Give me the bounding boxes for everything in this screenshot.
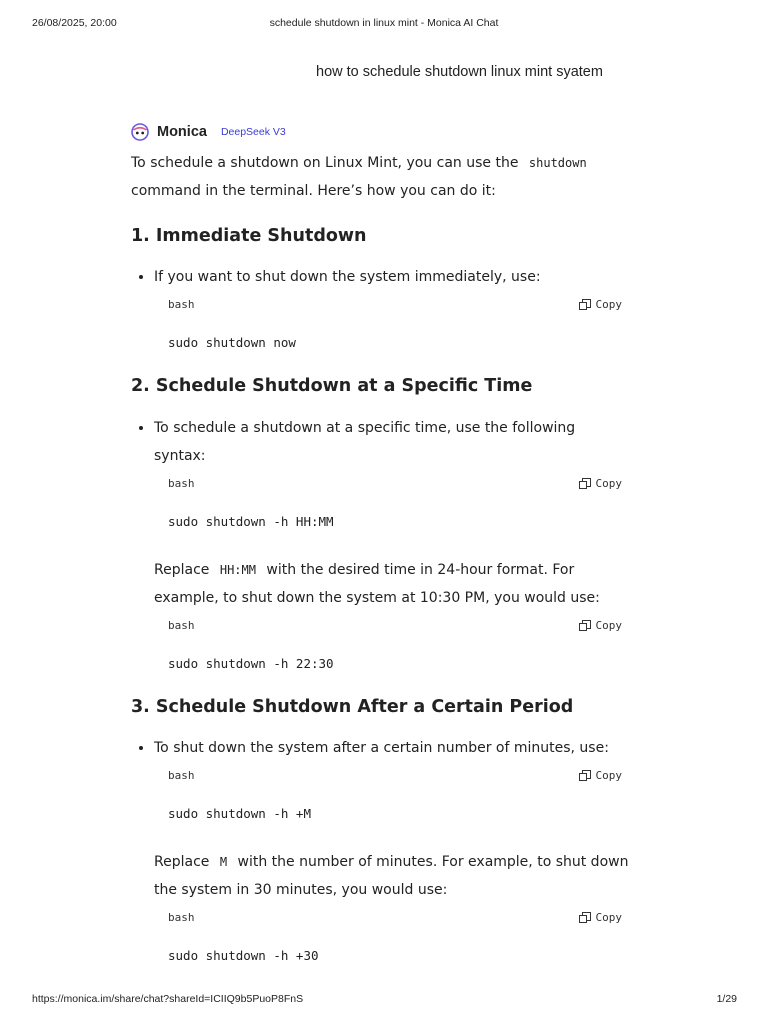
copy-icon <box>579 299 591 311</box>
explanation-text: Replace <box>154 854 210 870</box>
list-item <box>154 414 631 672</box>
code-content: sudo shutdown -h +30 <box>168 948 319 963</box>
intro-text: To schedule a shutdown on Linux Mint, you can use the <box>131 155 519 171</box>
explanation-text: with the desired time in 24-hour format. For example, to shut down the system at 10:30 PM, you would use: <box>154 562 600 606</box>
code-content: sudo shutdown -h +M <box>168 806 311 821</box>
copy-label: Copy <box>595 769 622 782</box>
explanation-paragraph <box>154 556 631 612</box>
explanation-paragraph <box>154 848 631 904</box>
explanation-text: Replace <box>154 562 210 578</box>
code-block-header <box>168 908 622 928</box>
bullet-text: If you want to shut down the system immediately, use: <box>154 269 541 285</box>
page-number: 1/29 <box>716 993 737 1005</box>
inline-code: shutdown <box>528 156 587 170</box>
section-heading: 2. Schedule Shutdown at a Specific Time <box>131 376 533 396</box>
code-block <box>168 474 622 530</box>
code-content: sudo shutdown -h 22:30 <box>168 656 334 671</box>
copy-label: Copy <box>595 298 622 311</box>
assistant-answer <box>131 118 631 964</box>
code-language: bash <box>168 911 195 924</box>
assistant-name: Monica <box>157 124 207 140</box>
bullet-text: To shut down the system after a certain number of minutes, use: <box>154 740 609 756</box>
list-item <box>154 734 631 964</box>
copy-label: Copy <box>595 911 622 924</box>
print-page-title: schedule shutdown in linux mint - Monica AI Chat <box>269 17 499 29</box>
copy-icon <box>579 770 591 782</box>
code-block <box>168 766 622 822</box>
code-block <box>168 295 622 351</box>
user-question: how to schedule shutdown linux mint syatem <box>316 64 603 80</box>
section-heading: 1. Immediate Shutdown <box>131 226 367 246</box>
inline-code: M <box>219 855 228 869</box>
monica-face-icon <box>131 123 149 141</box>
copy-icon <box>579 912 591 924</box>
code-language: bash <box>168 619 195 632</box>
copy-button[interactable] <box>579 470 623 498</box>
code-block <box>168 616 622 672</box>
inline-code: HH:MM <box>219 563 256 577</box>
list-item <box>154 263 631 351</box>
code-block-header <box>168 295 622 315</box>
bullet-text: To schedule a shutdown at a specific time, use the following syntax: <box>154 420 576 464</box>
bullet-list <box>131 414 631 672</box>
code-block <box>168 908 622 964</box>
copy-icon <box>579 478 591 490</box>
code-language: bash <box>168 298 195 311</box>
code-content: sudo shutdown now <box>168 335 296 350</box>
code-content: sudo shutdown -h HH:MM <box>168 514 334 529</box>
intro-text: command in the terminal. Here’s how you can do it: <box>131 183 496 199</box>
code-language: bash <box>168 477 195 490</box>
explanation-text: with the number of minutes. For example, to shut down the system in 30 minutes, you would use: <box>154 854 629 898</box>
code-block-header <box>168 616 622 636</box>
print-url: https://monica.im/share/chat?shareId=ICIIQ9b5PuoP8FnS <box>32 993 304 1005</box>
code-block-header <box>168 474 622 494</box>
copy-label: Copy <box>595 477 622 490</box>
intro-paragraph <box>131 149 631 205</box>
code-language: bash <box>168 769 195 782</box>
section-heading: 3. Schedule Shutdown After a Certain Period <box>131 697 574 717</box>
print-datetime: 26/08/2025, 20:00 <box>32 17 117 29</box>
bullet-list <box>131 263 631 351</box>
copy-button[interactable] <box>579 612 623 640</box>
copy-button[interactable] <box>579 291 623 319</box>
assistant-header <box>131 118 631 146</box>
code-block-header <box>168 766 622 786</box>
copy-button[interactable] <box>579 904 623 932</box>
model-badge: DeepSeek V3 <box>220 126 286 138</box>
copy-icon <box>579 620 591 632</box>
bullet-list <box>131 734 631 964</box>
copy-button[interactable] <box>579 762 623 790</box>
copy-label: Copy <box>595 619 622 632</box>
